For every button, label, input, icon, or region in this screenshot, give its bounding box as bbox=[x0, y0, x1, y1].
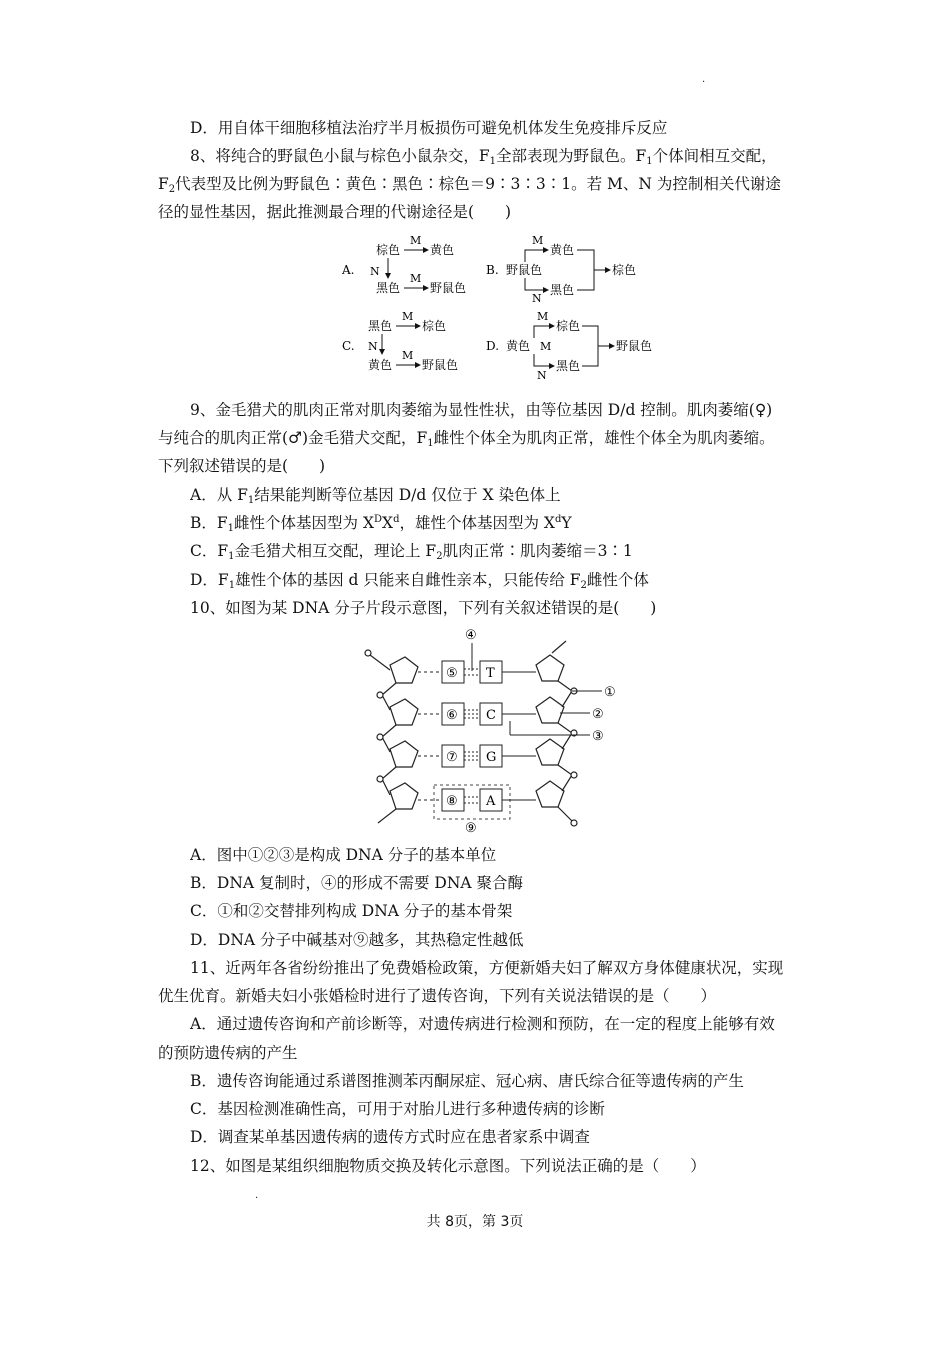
q8-option-c-label: C. bbox=[342, 339, 355, 353]
base-row-2 bbox=[418, 703, 536, 725]
q8-c-wild: 野鼠色 bbox=[422, 358, 459, 372]
q8-a-yellow: 黄色 bbox=[430, 243, 455, 257]
base-c: C bbox=[486, 708, 496, 723]
q9-option-c: C．$F_1$金毛猎犬相互交配，理论上 $F_2$肌肉正常∶肌肉萎缩＝3∶1 bbox=[190, 542, 633, 562]
q8-b-black: 黑色 bbox=[550, 283, 575, 297]
label-7: ⑦ bbox=[446, 750, 458, 765]
callout-1: ① bbox=[604, 685, 616, 700]
q11-option-b: B．遗传咨询能通过系谱图推测苯丙酮尿症、冠心病、唐氏综合征等遗传病的产生 bbox=[190, 1072, 744, 1090]
q8-b-merge bbox=[577, 250, 594, 290]
callout-3: ③ bbox=[592, 729, 604, 744]
callout-9: ⑨ bbox=[465, 821, 477, 835]
q8-a-brown: 棕色 bbox=[376, 243, 401, 257]
q10-option-a: A．图中①②③是构成 DNA 分子的基本单位 bbox=[190, 846, 497, 864]
q10-stem: 10、如图为某 DNA 分子片段示意图，下列有关叙述错误的是( ) bbox=[190, 599, 657, 617]
q8-d-m2: M bbox=[540, 340, 552, 353]
q8-a-n: N bbox=[370, 265, 380, 278]
callout-4: ④ bbox=[465, 628, 477, 643]
q8-d-merge bbox=[582, 326, 598, 366]
q10-dna-diagram bbox=[360, 625, 640, 835]
q8-b-yellow: 黄色 bbox=[550, 243, 575, 257]
q8-c-n: N bbox=[368, 340, 378, 353]
q10-option-d: D．DNA 分子中碱基对⑨越多，其热稳定性越低 bbox=[190, 931, 524, 949]
q8-c-yellow: 黄色 bbox=[368, 358, 393, 372]
q8-stem-line3: 径的显性基因，据此推测最合理的代谢途径是( ) bbox=[158, 203, 512, 221]
q8-d-wild: 野鼠色 bbox=[616, 339, 653, 353]
label-5: ⑤ bbox=[446, 666, 458, 681]
base-row-4 bbox=[418, 785, 536, 819]
q11-stem-line1: 11、近两年各省纷纷推出了免费婚检政策，方便新婚夫妇了解双方身体健康状况，实现 bbox=[190, 959, 784, 977]
q8-b-upper-path bbox=[525, 250, 548, 262]
base-t: T bbox=[486, 666, 495, 681]
page-footer: 共 8页，第 3页 bbox=[426, 1214, 524, 1230]
q8-c-m2: M bbox=[402, 349, 414, 362]
q8-option-d-label: D. bbox=[486, 339, 500, 353]
q8-b-brown: 棕色 bbox=[612, 263, 637, 277]
q8-a-m2: M bbox=[410, 272, 422, 285]
q8-a-m1: M bbox=[410, 234, 422, 247]
q11-option-d: D．调查某单基因遗传病的遗传方式时应在患者家系中调查 bbox=[190, 1128, 590, 1146]
q12-stem: 12、如图是某组织细胞物质交换及转化示意图。下列说法正确的是（ ） bbox=[190, 1157, 706, 1175]
q10-option-c: C．①和②交替排列构成 DNA 分子的基本骨架 bbox=[190, 902, 513, 920]
q8-d-upper-path bbox=[534, 326, 554, 338]
q9-stem-line3: 下列叙述错误的是( ) bbox=[158, 457, 326, 475]
q8-b-n: N bbox=[532, 292, 542, 305]
q8-c-m1: M bbox=[402, 310, 414, 323]
q8-option-b-label: B. bbox=[486, 263, 499, 277]
q8-d-black: 黑色 bbox=[556, 359, 581, 373]
base-row-3 bbox=[418, 745, 536, 767]
stray-dot-bottom: . bbox=[255, 1190, 259, 1201]
right-strand bbox=[536, 641, 577, 826]
q9-stem-line2: 与纯合的肌肉正常(♂)金毛猎犬交配，$F_1$雌性个体全为肌肉正常，雄性个体全为肌肉萎缩。 bbox=[158, 429, 775, 449]
label-6: ⑥ bbox=[446, 708, 458, 723]
base-a: A bbox=[486, 794, 496, 809]
q9-option-a: A．从 $F_1$结果能判断等位基因 D/d 仅位于 X 染色体上 bbox=[190, 486, 561, 506]
q11-stem-line2: 优生优育。新婚夫妇小张婚检时进行了遗传咨询，下列有关说法错误的是（ ） bbox=[158, 987, 717, 1005]
q8-a-wild: 野鼠色 bbox=[430, 281, 467, 295]
q8-stem-line2: $F_2$代表型及比例为野鼠色∶黄色∶黑色∶棕色＝9∶3∶3∶1。若 M、N 为控制相关代谢途 bbox=[158, 175, 781, 195]
q9-stem-line1: 9、金毛猎犬的肌肉正常对肌肉萎缩为显性性状，由等位基因 D/d 控制。肌肉萎缩(♀) bbox=[190, 401, 773, 419]
q8-b-m: M bbox=[532, 234, 544, 247]
q8-stem-line1: 8、将纯合的野鼠色小鼠与棕色小鼠杂交，$F_1$全部表现为野鼠色。$F_1$个体间相互交配， bbox=[190, 147, 777, 167]
callout-2: ② bbox=[592, 707, 604, 722]
q8-c-black: 黑色 bbox=[368, 319, 393, 333]
q8-b-lower-path bbox=[525, 278, 548, 290]
q8-a-black: 黑色 bbox=[376, 281, 401, 295]
q8-b-wild: 野鼠色 bbox=[506, 263, 543, 277]
q8-c-brown: 棕色 bbox=[422, 319, 447, 333]
q8-d-lower-path bbox=[534, 354, 554, 366]
base-row-1 bbox=[418, 661, 536, 683]
q10-option-b: B．DNA 复制时，④的形成不需要 DNA 聚合酶 bbox=[190, 874, 524, 892]
base-g: G bbox=[486, 750, 497, 765]
q8-d-yellow: 黄色 bbox=[506, 339, 531, 353]
q9-option-b: B．$F_1$雌性个体基因型为 $X^DX^d$，雄性个体基因型为 $X^dY$ bbox=[190, 514, 572, 534]
q11-option-a-line1: A．通过遗传咨询和产前诊断等，对遗传病进行检测和预防，在一定的程度上能够有效 bbox=[190, 1015, 775, 1033]
q9-option-d: D．$F_1$雄性个体的基因 d 只能来自雌性亲本，只能传给 $F_2$雌性个体 bbox=[190, 571, 649, 591]
q7-option-d: D．用自体干细胞移植法治疗半月板损伤可避免机体发生免疫排斥反应 bbox=[190, 119, 668, 137]
q8-option-a-label: A. bbox=[342, 263, 355, 277]
stray-dot: . bbox=[702, 74, 706, 85]
q8-d-n: N bbox=[537, 369, 547, 380]
q11-option-c: C．基因检测准确性高，可用于对胎儿进行多种遗传病的诊断 bbox=[190, 1100, 605, 1118]
q11-option-a-line2: 的预防遗传病的产生 bbox=[158, 1044, 298, 1062]
label-8: ⑧ bbox=[446, 794, 458, 809]
q8-pathway-options bbox=[330, 230, 670, 380]
q8-d-m1: M bbox=[537, 310, 549, 323]
left-strand bbox=[365, 650, 418, 823]
q8-d-brown: 棕色 bbox=[556, 319, 581, 333]
